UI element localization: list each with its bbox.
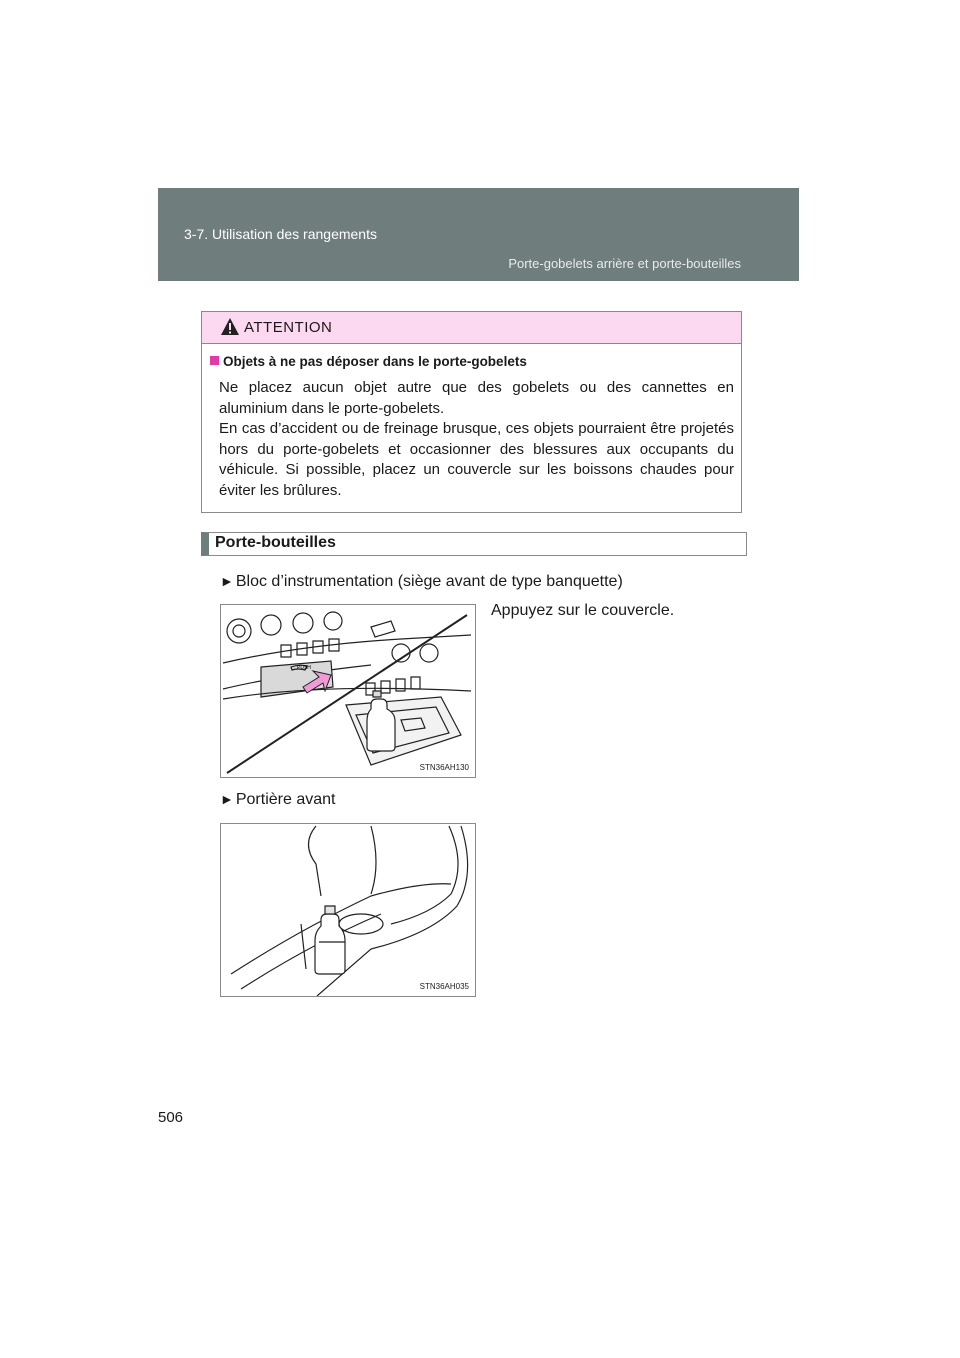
caution-box: [201, 311, 742, 513]
page-number: 506: [158, 1109, 184, 1126]
section-title: Porte-bouteilles: [215, 534, 336, 551]
list-item-label: Bloc d’instrumentation (siège avant de type banquette): [235, 573, 623, 590]
caution-paragraph: En cas d’accident ou de freinage brusque, ces objets pourraient être projetés hors du porte-gobelets et occasionner des blessures aux occupants du véhicule. Si possible, placez un couvercle sur les boissons chaudes pour éviter les brûlures.: [219, 420, 734, 499]
triangle-bullet-icon: ►: [220, 791, 234, 807]
caution-paragraph: Ne placez aucun objet autre que des gobelets ou des cannettes en aluminium dans le porte-gobelets.: [219, 379, 734, 417]
figure-code: STN36AH130: [419, 763, 469, 772]
triangle-bullet-icon: ►: [220, 573, 234, 589]
front-door-illustration: [221, 824, 475, 996]
list-item: [220, 573, 623, 591]
caution-header: [202, 312, 741, 344]
page-subtitle: Porte-gobelets arrière et porte-bouteilles: [508, 256, 741, 271]
square-bullet-icon: [210, 356, 219, 365]
instrument-panel-illustration: [221, 605, 475, 777]
front-door-figure: [220, 823, 476, 997]
header-band: [158, 188, 799, 281]
figure-code: STN36AH035: [419, 982, 469, 991]
list-item: [220, 791, 335, 809]
warning-icon: [220, 317, 240, 336]
caution-text: [219, 378, 734, 501]
push-label: PUSH: [297, 665, 311, 671]
instrument-panel-figure: [220, 604, 476, 778]
instruction-text: Appuyez sur le couvercle.: [491, 602, 675, 619]
caution-title: ATTENTION: [244, 319, 333, 336]
caution-heading: [210, 354, 527, 369]
list-item-label: Portière avant: [235, 791, 336, 808]
section-heading: [201, 532, 747, 556]
caution-heading-text: Objets à ne pas déposer dans le porte-gobelets: [223, 354, 527, 369]
section-label: 3-7. Utilisation des rangements: [184, 226, 377, 242]
